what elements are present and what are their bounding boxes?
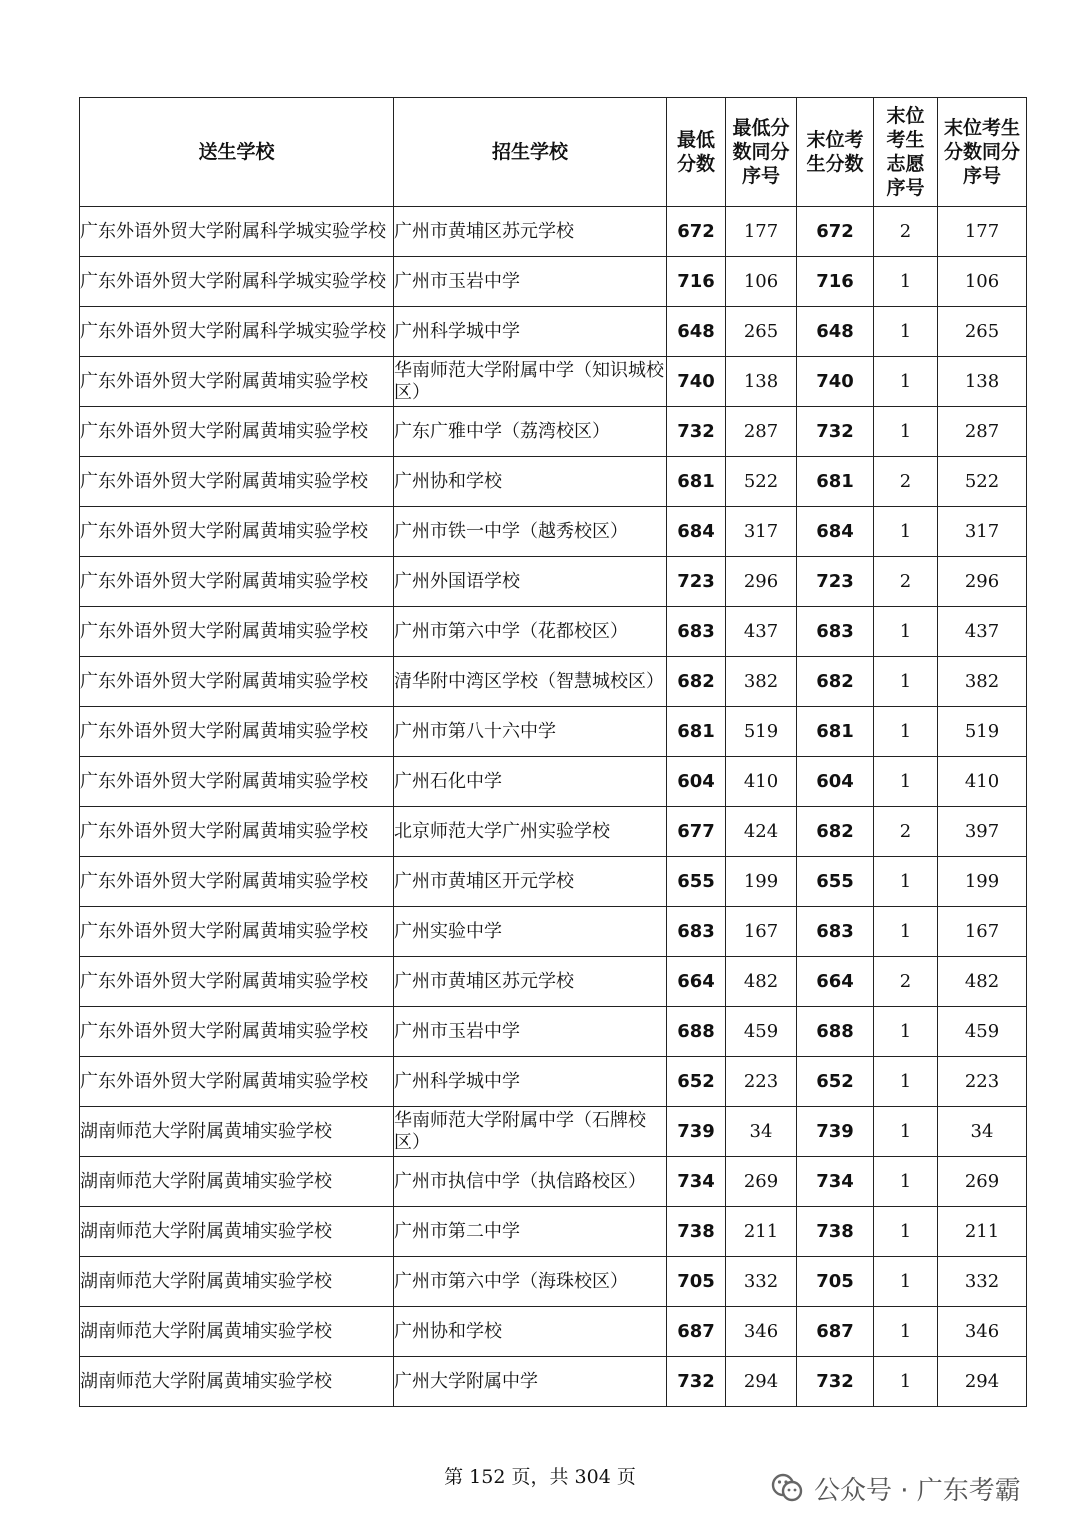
cell-min-score: 687 xyxy=(667,1307,726,1357)
cell-last-student-choice-rank: 1 xyxy=(874,1307,938,1357)
cell-last-student-choice-rank: 1 xyxy=(874,407,938,457)
cell-last-student-tie-rank: 522 xyxy=(938,457,1027,507)
cell-last-student-choice-rank: 1 xyxy=(874,607,938,657)
table-row xyxy=(80,1007,1027,1057)
cell-min-score: 738 xyxy=(667,1207,726,1257)
cell-last-student-tie-rank: 269 xyxy=(938,1157,1027,1207)
cell-sending-school: 广东外语外贸大学附属黄埔实验学校 xyxy=(80,457,394,507)
cell-sending-school: 广东外语外贸大学附属黄埔实验学校 xyxy=(80,807,394,857)
header-admitting-school: 招生学校 xyxy=(394,98,667,207)
cell-min-score-tie-rank: 346 xyxy=(726,1307,797,1357)
cell-admitting-school: 广州科学城中学 xyxy=(394,1057,667,1107)
page-number: 第 152 页，共 304 页 xyxy=(444,1466,636,1488)
cell-last-student-choice-rank: 1 xyxy=(874,1257,938,1307)
table-row xyxy=(80,1207,1027,1257)
cell-last-student-tie-rank: 223 xyxy=(938,1057,1027,1107)
cell-min-score-tie-rank: 459 xyxy=(726,1007,797,1057)
cell-last-student-tie-rank: 287 xyxy=(938,407,1027,457)
cell-last-student-tie-rank: 167 xyxy=(938,907,1027,957)
header-last-student-score: 末位考生分数 xyxy=(797,98,874,207)
cell-last-student-score: 683 xyxy=(797,907,874,957)
cell-last-student-choice-rank: 2 xyxy=(874,207,938,257)
cell-min-score-tie-rank: 106 xyxy=(726,257,797,307)
cell-sending-school: 广东外语外贸大学附属科学城实验学校 xyxy=(80,207,394,257)
cell-min-score-tie-rank: 482 xyxy=(726,957,797,1007)
cell-last-student-tie-rank: 346 xyxy=(938,1307,1027,1357)
cell-last-student-score: 681 xyxy=(797,707,874,757)
cell-last-student-tie-rank: 317 xyxy=(938,507,1027,557)
cell-min-score: 723 xyxy=(667,557,726,607)
cell-min-score: 732 xyxy=(667,1357,726,1407)
cell-last-student-tie-rank: 211 xyxy=(938,1207,1027,1257)
cell-last-student-score: 684 xyxy=(797,507,874,557)
cell-sending-school: 湖南师范大学附属黄埔实验学校 xyxy=(80,1157,394,1207)
cell-sending-school: 广东外语外贸大学附属黄埔实验学校 xyxy=(80,707,394,757)
cell-sending-school: 湖南师范大学附属黄埔实验学校 xyxy=(80,1257,394,1307)
cell-min-score-tie-rank: 410 xyxy=(726,757,797,807)
cell-admitting-school: 广州石化中学 xyxy=(394,757,667,807)
cell-last-student-choice-rank: 1 xyxy=(874,1057,938,1107)
cell-admitting-school: 华南师范大学附属中学（知识城校区） xyxy=(394,357,667,407)
cell-min-score-tie-rank: 519 xyxy=(726,707,797,757)
table-row xyxy=(80,607,1027,657)
table-row xyxy=(80,1057,1027,1107)
cell-admitting-school: 广州市第六中学（花都校区） xyxy=(394,607,667,657)
cell-last-student-score: 716 xyxy=(797,257,874,307)
cell-last-student-choice-rank: 1 xyxy=(874,857,938,907)
table-row xyxy=(80,707,1027,757)
cell-min-score: 681 xyxy=(667,457,726,507)
table-row xyxy=(80,1307,1027,1357)
cell-last-student-score: 723 xyxy=(797,557,874,607)
table-row xyxy=(80,557,1027,607)
cell-admitting-school: 广州市铁一中学（越秀校区） xyxy=(394,507,667,557)
cell-last-student-score: 648 xyxy=(797,307,874,357)
cell-sending-school: 湖南师范大学附属黄埔实验学校 xyxy=(80,1107,394,1157)
table-row xyxy=(80,357,1027,407)
cell-last-student-choice-rank: 1 xyxy=(874,707,938,757)
cell-min-score: 682 xyxy=(667,657,726,707)
wechat-icon xyxy=(770,1471,804,1505)
cell-last-student-tie-rank: 482 xyxy=(938,957,1027,1007)
cell-sending-school: 广东外语外贸大学附属黄埔实验学校 xyxy=(80,757,394,807)
cell-admitting-school: 广州市玉岩中学 xyxy=(394,1007,667,1057)
cell-last-student-score: 672 xyxy=(797,207,874,257)
cell-last-student-score: 604 xyxy=(797,757,874,807)
cell-last-student-choice-rank: 2 xyxy=(874,957,938,1007)
cell-sending-school: 广东外语外贸大学附属黄埔实验学校 xyxy=(80,1007,394,1057)
cell-last-student-score: 682 xyxy=(797,807,874,857)
cell-last-student-score: 682 xyxy=(797,657,874,707)
cell-last-student-tie-rank: 296 xyxy=(938,557,1027,607)
cell-min-score-tie-rank: 34 xyxy=(726,1107,797,1157)
cell-min-score-tie-rank: 138 xyxy=(726,357,797,407)
cell-last-student-score: 655 xyxy=(797,857,874,907)
admission-table xyxy=(79,97,1027,1407)
cell-min-score: 740 xyxy=(667,357,726,407)
cell-min-score-tie-rank: 199 xyxy=(726,857,797,907)
cell-last-student-score: 738 xyxy=(797,1207,874,1257)
cell-last-student-score: 732 xyxy=(797,1357,874,1407)
cell-last-student-tie-rank: 106 xyxy=(938,257,1027,307)
cell-admitting-school: 广州市黄埔区苏元学校 xyxy=(394,207,667,257)
cell-last-student-tie-rank: 199 xyxy=(938,857,1027,907)
cell-sending-school: 湖南师范大学附属黄埔实验学校 xyxy=(80,1207,394,1257)
cell-last-student-tie-rank: 294 xyxy=(938,1357,1027,1407)
cell-admitting-school: 清华附中湾区学校（智慧城校区） xyxy=(394,657,667,707)
cell-admitting-school: 华南师范大学附属中学（石牌校区） xyxy=(394,1107,667,1157)
table-row xyxy=(80,657,1027,707)
header-last-student-tie-rank: 末位考生分数同分序号 xyxy=(938,98,1027,207)
cell-min-score: 683 xyxy=(667,607,726,657)
cell-last-student-tie-rank: 519 xyxy=(938,707,1027,757)
cell-min-score-tie-rank: 167 xyxy=(726,907,797,957)
cell-sending-school: 广东外语外贸大学附属科学城实验学校 xyxy=(80,257,394,307)
cell-last-student-tie-rank: 397 xyxy=(938,807,1027,857)
cell-min-score-tie-rank: 437 xyxy=(726,607,797,657)
cell-last-student-choice-rank: 1 xyxy=(874,357,938,407)
table-row xyxy=(80,1357,1027,1407)
cell-admitting-school: 广州协和学校 xyxy=(394,1307,667,1357)
table-body xyxy=(80,207,1027,1407)
cell-min-score: 684 xyxy=(667,507,726,557)
cell-last-student-score: 687 xyxy=(797,1307,874,1357)
cell-last-student-choice-rank: 1 xyxy=(874,657,938,707)
cell-last-student-tie-rank: 382 xyxy=(938,657,1027,707)
cell-min-score-tie-rank: 332 xyxy=(726,1257,797,1307)
table-row xyxy=(80,1257,1027,1307)
cell-min-score-tie-rank: 296 xyxy=(726,557,797,607)
cell-admitting-school: 北京师范大学广州实验学校 xyxy=(394,807,667,857)
header-min-score: 最低分数 xyxy=(667,98,726,207)
table-row xyxy=(80,957,1027,1007)
cell-admitting-school: 广州市黄埔区苏元学校 xyxy=(394,957,667,1007)
cell-min-score-tie-rank: 317 xyxy=(726,507,797,557)
table-row xyxy=(80,507,1027,557)
cell-admitting-school: 广州外国语学校 xyxy=(394,557,667,607)
cell-last-student-score: 732 xyxy=(797,407,874,457)
cell-admitting-school: 广东广雅中学（荔湾校区） xyxy=(394,407,667,457)
cell-min-score: 664 xyxy=(667,957,726,1007)
header-min-score-tie-rank: 最低分数同分序号 xyxy=(726,98,797,207)
table-row xyxy=(80,207,1027,257)
cell-last-student-choice-rank: 2 xyxy=(874,807,938,857)
cell-admitting-school: 广州科学城中学 xyxy=(394,307,667,357)
cell-last-student-tie-rank: 437 xyxy=(938,607,1027,657)
cell-last-student-tie-rank: 34 xyxy=(938,1107,1027,1157)
cell-sending-school: 湖南师范大学附属黄埔实验学校 xyxy=(80,1357,394,1407)
cell-admitting-school: 广州大学附属中学 xyxy=(394,1357,667,1407)
cell-min-score: 677 xyxy=(667,807,726,857)
table-row xyxy=(80,757,1027,807)
cell-admitting-school: 广州市执信中学（执信路校区） xyxy=(394,1157,667,1207)
cell-admitting-school: 广州市第八十六中学 xyxy=(394,707,667,757)
table-row xyxy=(80,807,1027,857)
cell-last-student-score: 688 xyxy=(797,1007,874,1057)
cell-sending-school: 广东外语外贸大学附属黄埔实验学校 xyxy=(80,857,394,907)
table-row xyxy=(80,457,1027,507)
table-row xyxy=(80,857,1027,907)
cell-min-score: 681 xyxy=(667,707,726,757)
cell-last-student-tie-rank: 177 xyxy=(938,207,1027,257)
cell-last-student-choice-rank: 1 xyxy=(874,1157,938,1207)
cell-sending-school: 广东外语外贸大学附属黄埔实验学校 xyxy=(80,357,394,407)
cell-last-student-score: 740 xyxy=(797,357,874,407)
cell-last-student-choice-rank: 1 xyxy=(874,907,938,957)
cell-min-score: 648 xyxy=(667,307,726,357)
table-row xyxy=(80,307,1027,357)
cell-last-student-choice-rank: 1 xyxy=(874,1357,938,1407)
cell-min-score: 604 xyxy=(667,757,726,807)
cell-sending-school: 广东外语外贸大学附属黄埔实验学校 xyxy=(80,507,394,557)
watermark-text: 公众号 · 广东考霸 xyxy=(814,1475,1021,1506)
cell-min-score-tie-rank: 223 xyxy=(726,1057,797,1107)
cell-min-score: 716 xyxy=(667,257,726,307)
watermark xyxy=(770,1468,1021,1508)
cell-last-student-choice-rank: 1 xyxy=(874,307,938,357)
cell-last-student-score: 652 xyxy=(797,1057,874,1107)
cell-sending-school: 湖南师范大学附属黄埔实验学校 xyxy=(80,1307,394,1357)
cell-last-student-score: 739 xyxy=(797,1107,874,1157)
cell-min-score-tie-rank: 382 xyxy=(726,657,797,707)
table-header-row xyxy=(80,98,1027,207)
cell-min-score: 739 xyxy=(667,1107,726,1157)
cell-last-student-score: 664 xyxy=(797,957,874,1007)
cell-sending-school: 广东外语外贸大学附属科学城实验学校 xyxy=(80,307,394,357)
cell-admitting-school: 广州实验中学 xyxy=(394,907,667,957)
cell-last-student-choice-rank: 1 xyxy=(874,757,938,807)
cell-sending-school: 广东外语外贸大学附属黄埔实验学校 xyxy=(80,557,394,607)
cell-admitting-school: 广州市第六中学（海珠校区） xyxy=(394,1257,667,1307)
table-row xyxy=(80,907,1027,957)
cell-min-score-tie-rank: 522 xyxy=(726,457,797,507)
cell-min-score-tie-rank: 294 xyxy=(726,1357,797,1407)
cell-admitting-school: 广州市黄埔区开元学校 xyxy=(394,857,667,907)
cell-min-score-tie-rank: 177 xyxy=(726,207,797,257)
cell-last-student-score: 683 xyxy=(797,607,874,657)
cell-last-student-tie-rank: 138 xyxy=(938,357,1027,407)
cell-min-score: 683 xyxy=(667,907,726,957)
cell-sending-school: 广东外语外贸大学附属黄埔实验学校 xyxy=(80,407,394,457)
cell-admitting-school: 广州市第二中学 xyxy=(394,1207,667,1257)
header-sending-school: 送生学校 xyxy=(80,98,394,207)
cell-last-student-choice-rank: 1 xyxy=(874,507,938,557)
cell-last-student-score: 734 xyxy=(797,1157,874,1207)
cell-sending-school: 广东外语外贸大学附属黄埔实验学校 xyxy=(80,957,394,1007)
table-row xyxy=(80,1107,1027,1157)
cell-last-student-choice-rank: 1 xyxy=(874,257,938,307)
cell-last-student-choice-rank: 2 xyxy=(874,457,938,507)
cell-sending-school: 广东外语外贸大学附属黄埔实验学校 xyxy=(80,657,394,707)
table-row xyxy=(80,407,1027,457)
cell-last-student-tie-rank: 265 xyxy=(938,307,1027,357)
cell-min-score-tie-rank: 265 xyxy=(726,307,797,357)
cell-sending-school: 广东外语外贸大学附属黄埔实验学校 xyxy=(80,907,394,957)
cell-admitting-school: 广州协和学校 xyxy=(394,457,667,507)
cell-min-score: 732 xyxy=(667,407,726,457)
header-last-student-choice-rank: 末位考生志愿序号 xyxy=(874,98,938,207)
cell-min-score: 688 xyxy=(667,1007,726,1057)
cell-min-score-tie-rank: 211 xyxy=(726,1207,797,1257)
cell-sending-school: 广东外语外贸大学附属黄埔实验学校 xyxy=(80,1057,394,1107)
cell-last-student-tie-rank: 410 xyxy=(938,757,1027,807)
cell-last-student-choice-rank: 1 xyxy=(874,1007,938,1057)
table-row xyxy=(80,257,1027,307)
cell-last-student-choice-rank: 1 xyxy=(874,1207,938,1257)
cell-min-score-tie-rank: 424 xyxy=(726,807,797,857)
cell-min-score: 672 xyxy=(667,207,726,257)
cell-last-student-tie-rank: 459 xyxy=(938,1007,1027,1057)
cell-min-score: 655 xyxy=(667,857,726,907)
cell-last-student-tie-rank: 332 xyxy=(938,1257,1027,1307)
cell-min-score: 705 xyxy=(667,1257,726,1307)
cell-min-score: 734 xyxy=(667,1157,726,1207)
cell-last-student-choice-rank: 2 xyxy=(874,557,938,607)
cell-last-student-score: 681 xyxy=(797,457,874,507)
cell-last-student-score: 705 xyxy=(797,1257,874,1307)
cell-min-score-tie-rank: 287 xyxy=(726,407,797,457)
cell-min-score-tie-rank: 269 xyxy=(726,1157,797,1207)
cell-admitting-school: 广州市玉岩中学 xyxy=(394,257,667,307)
cell-min-score: 652 xyxy=(667,1057,726,1107)
cell-last-student-choice-rank: 1 xyxy=(874,1107,938,1157)
cell-sending-school: 广东外语外贸大学附属黄埔实验学校 xyxy=(80,607,394,657)
table-row xyxy=(80,1157,1027,1207)
